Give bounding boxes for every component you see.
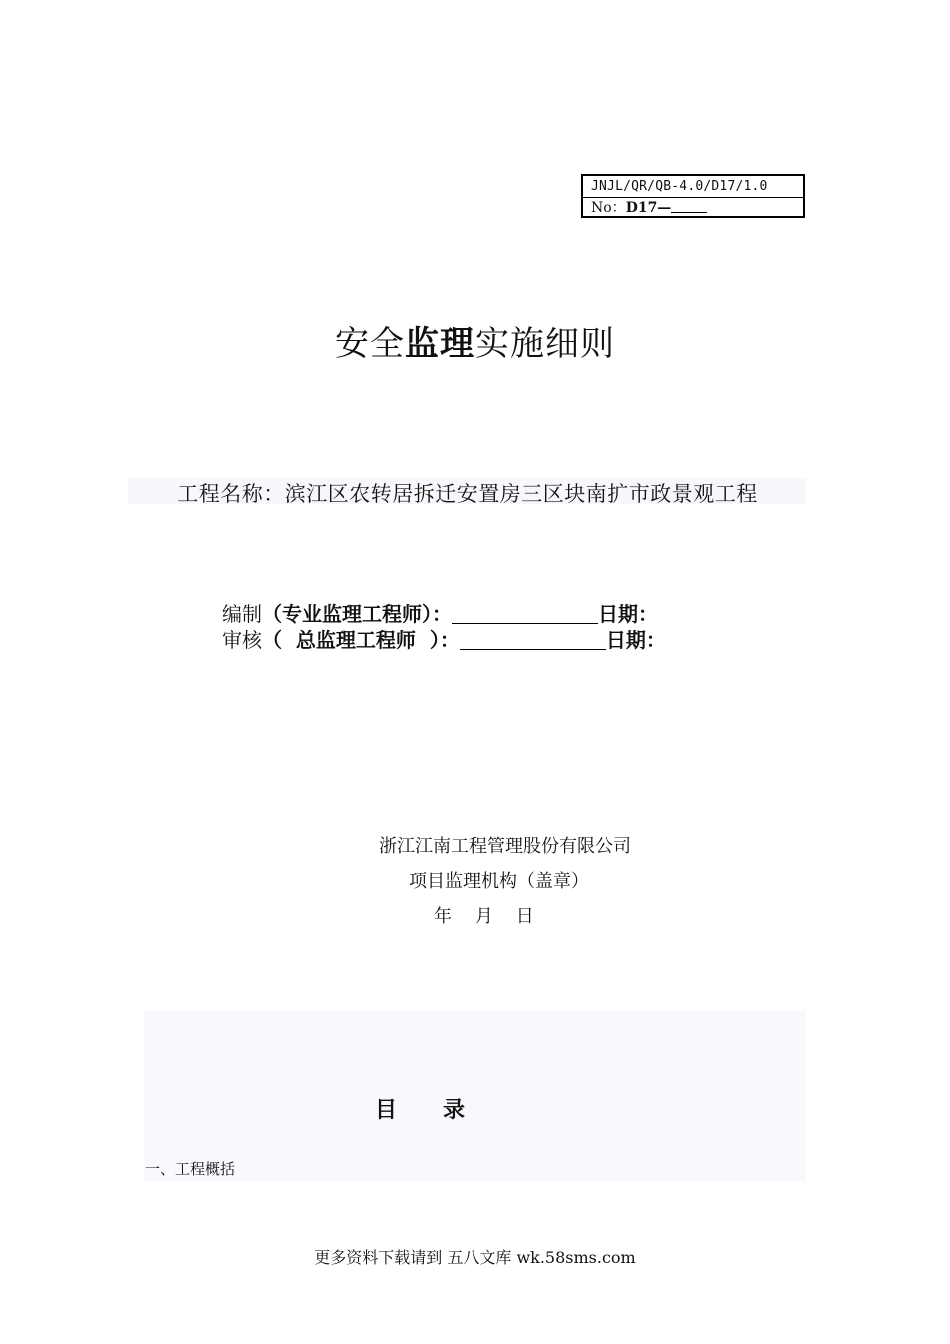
document-number-value: D17— xyxy=(625,200,672,216)
reviewer-prefix: 审核 xyxy=(222,628,262,652)
title-part-3: 实施细则 xyxy=(475,324,615,364)
document-number-box xyxy=(581,174,805,218)
document-number-blank xyxy=(671,198,707,213)
reviewer-signature-blank xyxy=(460,631,606,650)
footer-note: 更多资料下载请到 五八文库 wk.58sms.com xyxy=(314,1248,636,1267)
page-title xyxy=(0,316,950,365)
toc-title: 目 录 xyxy=(375,1098,465,1123)
supervision-unit: 项目监理机构（盖章） xyxy=(409,871,589,892)
project-name-label: 工程名称： xyxy=(177,482,285,506)
compiler-signature-row xyxy=(222,598,658,627)
compiler-date-label: 日期： xyxy=(598,602,658,626)
document-code: JNJL/QR/QB-4.0/D17/1.0 xyxy=(583,176,803,198)
project-name-value: 滨江区农转居拆迁安置房三区块南扩市政景观工程 xyxy=(284,482,758,506)
stamp-date-line: 年 月 日 xyxy=(434,906,534,927)
compiler-role: （专业监理工程师）： xyxy=(262,602,452,626)
compiler-signature-blank xyxy=(452,605,598,624)
toc-section-background xyxy=(144,1011,806,1181)
project-name-line xyxy=(0,478,935,508)
reviewer-signature-row xyxy=(222,624,666,653)
document-number-row xyxy=(583,198,803,219)
company-name: 浙江江南工程管理股份有限公司 xyxy=(379,836,631,857)
title-part-1: 安全 xyxy=(335,324,405,364)
document-number-label: No： xyxy=(591,200,626,216)
reviewer-date-label: 日期： xyxy=(605,628,666,652)
title-part-2: 监理 xyxy=(405,324,475,364)
reviewer-role: （ 总监理工程师 ）： xyxy=(262,628,460,652)
compiler-prefix: 编制 xyxy=(222,602,262,626)
toc-item: 一、工程概括 xyxy=(145,1160,236,1178)
